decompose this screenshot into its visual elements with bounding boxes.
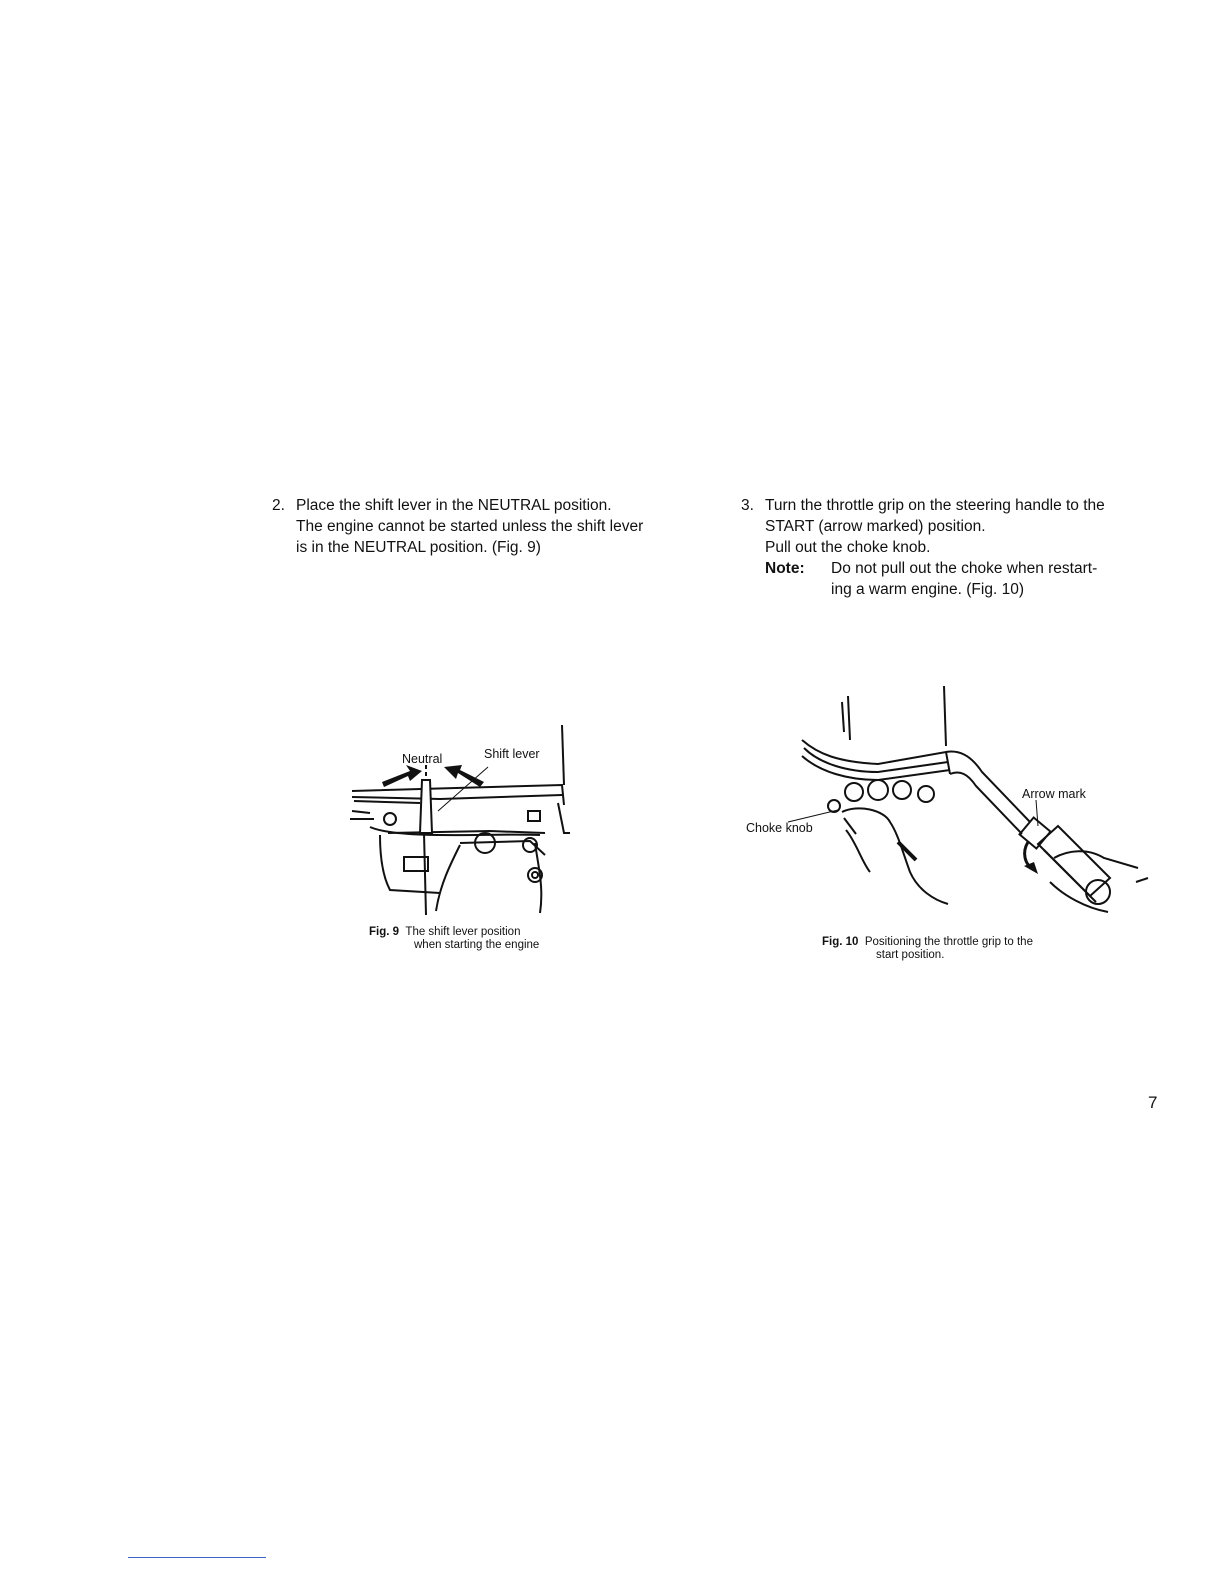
figure-9-shift-lever-illustration	[340, 715, 580, 915]
step-2-line-1: Place the shift lever in the NEUTRAL position.	[296, 497, 612, 514]
step-3-line-1: Turn the throttle grip on the steering handle to the	[765, 497, 1105, 514]
step-3-line-3: Pull out the choke knob.	[765, 539, 931, 556]
caption-line-2: start position.	[876, 949, 945, 961]
step-3-line-2: START (arrow marked) position.	[765, 518, 986, 535]
step-number: 2.	[272, 497, 285, 514]
note-line-2: ing a warm engine. (Fig. 10)	[831, 581, 1024, 598]
page-number: 7	[1148, 1093, 1158, 1112]
caption-line-1: The shift lever position	[405, 926, 521, 938]
callout-neutral: Neutral	[402, 752, 443, 766]
step-2-line-2: The engine cannot be started unless the shift lever	[296, 518, 644, 535]
note-label: Note:	[765, 560, 805, 577]
caption-label: Fig. 9	[369, 926, 400, 938]
callout-choke-knob: Choke knob	[746, 821, 813, 835]
note-line-1: Do not pull out the choke when restart-	[831, 560, 1098, 577]
callout-shift-lever: Shift lever	[484, 747, 540, 761]
step-number: 3.	[741, 497, 754, 514]
caption-label: Fig. 10	[822, 936, 859, 948]
shift-lever-drawing	[340, 715, 580, 915]
throttle-grip-drawing	[738, 682, 1158, 922]
footer-rule	[128, 1557, 266, 1558]
caption-line-1: Positioning the throttle grip to the	[864, 936, 1033, 948]
note	[741, 558, 1161, 600]
figure-10-throttle-grip-illustration	[738, 682, 1158, 922]
step-3	[741, 495, 1161, 600]
caption-line-2: when starting the engine	[414, 939, 540, 951]
step-2-line-3: is in the NEUTRAL position. (Fig. 9)	[296, 539, 541, 556]
figure-10-caption	[822, 936, 1033, 962]
step-2	[272, 495, 702, 558]
callout-arrow-mark: Arrow mark	[1022, 787, 1086, 801]
figure-9-caption	[369, 926, 539, 952]
